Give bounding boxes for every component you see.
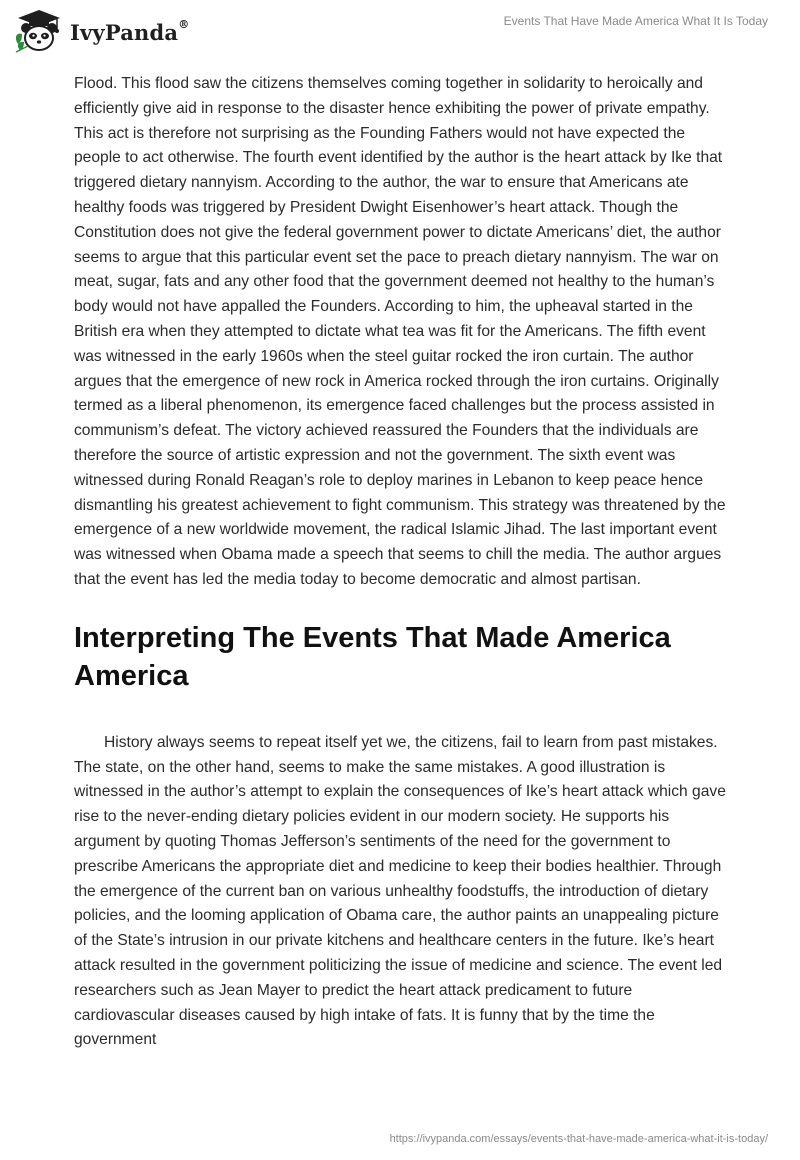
ivypanda-logo[interactable]	[14, 8, 189, 54]
registered-mark: ®	[178, 17, 190, 31]
panda-graduation-cap-icon	[14, 8, 64, 54]
body-paragraph: History always seems to repeat itself yet we, the citizens, fail to learn from past mistakes. The state, on the other hand, seems to make the same mistakes. A good illustration is witnessed in the author’s attempt to explain the consequences of Ike’s heart attack which gave rise to the never-ending dietary policies evident in our modern society. He supports his argument by quoting Thomas Jefferson’s sentiments of the need for the government to prescribe Americans the appropriate diet and medicine to keep their bodies healthier. Through the emergence of the current ban on various unhealthy foodstuffs, the introduction of dietary policies, and the looming application of Obama care, the author paints an unappealing picture of the State’s intrusion in our private kitchens and healthcare centers in the future. Ike’s heart attack resulted in the government politicizing the issue of medicine and science. The event led researchers such as Jean Mayer to predict the heart attack predicament to future cardiovascular diseases caused by high intake of fats. It is funny that by the time the government	[74, 733, 726, 1049]
body-paragraph: Flood. This flood saw the citizens themselves coming together in solidarity to heroically and efficiently give aid in response to the disaster hence exhibiting the power of private empathy. This act is therefore not surprising as the Founding Fathers would not have expected the people to act otherwise. The fourth event identified by the author is the heart attack by Ike that triggered dietary nannyism. According to the author, the war to ensure that Americans ate healthy foods was triggered by President Dwight Eisenhower’s heart attack. Though the Constitution does not give the federal government power to dictate Americans’ diet, the author seems to argue that this particular event set the pace to preach dietary nannyism. The war on meat, sugar, fats and any other food that the government deemed not healthy to the human’s body would not have appalled the Founders. According to him, the upheaval started in the British era when they attempted to dictate what tea was fit for the Americans. The fifth event was witnessed in the early 1960s when the steel guitar rocked the iron curtain. The author argues that the emergence of new rock in America rocked through the iron curtains. Originally termed as a liberal phenomenon, its emergence faced challenges but the process assisted in communism’s defeat. The victory achieved reassured the Founders that the individuals are therefore the source of artistic expression and not the government. The sixth event was witnessed during Ronald Reagan’s role to deploy marines in Lebanon to keep peace hence dismantling his greatest achievement to fight communism. This strategy was threatened by the emergence of a new worldwide movement, the radical Islamic Jihad. The last important event was witnessed when Obama made a speech that seems to chill the media. The author argues that the event has led the media today to become democratic and almost partisan.	[74, 75, 726, 588]
running-title: Events That Have Made America What It Is Today	[503, 14, 768, 28]
section-heading: Interpreting The Events That Made America America	[74, 621, 671, 692]
page-header	[0, 0, 800, 60]
essay-content	[74, 72, 734, 1053]
source-url[interactable]: https://ivypanda.com/essays/events-that-have-made-america-what-it-is-today/	[389, 1133, 768, 1145]
brand-name: IvyPanda®	[70, 17, 190, 45]
